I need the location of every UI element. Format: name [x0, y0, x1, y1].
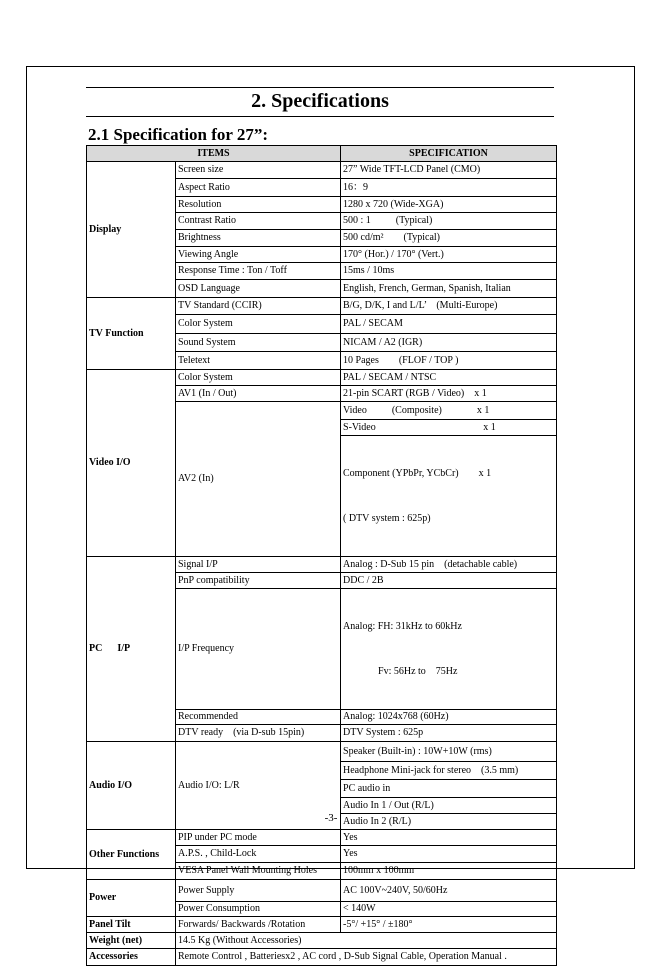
item-cell: Audio I/O: L/R — [176, 742, 341, 830]
spec-cell: DDC / 2B — [341, 573, 557, 589]
item-cell: AV2 (In) — [176, 402, 341, 557]
spec-cell: NICAM / A2 (IGR) — [341, 334, 557, 352]
spec-cell — [341, 589, 557, 710]
spec-cell: 10 Pages (FLOF / TOP ) — [341, 352, 557, 370]
item-cell: I/P Frequency — [176, 589, 341, 710]
spec-cell: 16：9 — [341, 179, 557, 197]
spec-cell: -5°/ +15° / ±180° — [341, 917, 557, 933]
spec-cell: 21-pin SCART (RGB / Video) x 1 — [341, 386, 557, 402]
item-cell: Forwards/ Backwards /Rotation — [176, 917, 341, 933]
spec-cell: PC audio in — [341, 780, 557, 798]
spec-cell: 1280 x 720 (Wide-XGA) — [341, 197, 557, 213]
spec-cell: < 140W — [341, 902, 557, 917]
page-number: -3- — [324, 812, 338, 824]
table-row — [87, 742, 557, 762]
spec-cell: Analog : D-Sub 15 pin (detachable cable) — [341, 557, 557, 573]
group-audio-io: Audio I/O — [87, 742, 176, 830]
table-row — [87, 949, 557, 966]
group-accessories: Accessories — [87, 949, 176, 966]
spec-cell: Yes — [341, 830, 557, 846]
spec-cell: 100mm x 100mm — [341, 863, 557, 880]
item-cell: Recommended — [176, 710, 341, 725]
item-cell: Brightness — [176, 230, 341, 247]
spec-cell: 170° (Hor.) / 170° (Vert.) — [341, 247, 557, 263]
spec-cell: Remote Control , Batteriesx2 , AC cord , D-Sub Signal Cable, Operation Manual . — [176, 949, 557, 966]
item-cell: Contrast Ratio — [176, 213, 341, 230]
item-cell: PIP under PC mode — [176, 830, 341, 846]
item-cell: Resolution — [176, 197, 341, 213]
component-line: ( DTV system : 625p) — [343, 513, 431, 524]
title-rule-bottom — [86, 116, 554, 117]
header-specification: SPECIFICATION — [341, 146, 557, 162]
title-rule-top — [86, 87, 554, 88]
table-row — [87, 933, 557, 949]
spec-cell: Audio In 2 (R/L) — [341, 814, 557, 830]
item-cell: Sound System — [176, 334, 341, 352]
group-video-io: Video I/O — [87, 370, 176, 557]
component-line: Component (YPbPr, YCbCr) x 1 — [343, 468, 492, 479]
subsection-title: 2.1 Specification for 27”: — [88, 125, 269, 144]
item-cell: Viewing Angle — [176, 247, 341, 263]
spec-cell: Yes — [341, 846, 557, 863]
table-row — [87, 370, 557, 386]
item-cell: Power Consumption — [176, 902, 341, 917]
spec-cell: 14.5 Kg (Without Accessories) — [176, 933, 557, 949]
item-cell: VESA Panel Wall Mounting Holes — [176, 863, 341, 880]
group-panel-tilt: Panel Tilt — [87, 917, 176, 933]
header-items: ITEMS — [87, 146, 341, 162]
item-cell: Color System — [176, 370, 341, 386]
item-cell: PnP compatibility — [176, 573, 341, 589]
spec-cell: Video (Composite) x 1 — [341, 402, 557, 420]
spec-cell — [341, 436, 557, 557]
item-cell: Color System — [176, 315, 341, 334]
item-cell: Aspect Ratio — [176, 179, 341, 197]
section-title: 2. Specifications — [251, 90, 389, 112]
spec-cell: DTV System : 625p — [341, 725, 557, 742]
spec-cell: 15ms / 10ms — [341, 263, 557, 280]
spec-cell: Analog: 1024x768 (60Hz) — [341, 710, 557, 725]
table-header — [87, 146, 557, 162]
item-cell: Response Time : Ton / Toff — [176, 263, 341, 280]
item-cell: Signal I/P — [176, 557, 341, 573]
spec-table — [86, 145, 557, 966]
item-cell: TV Standard (CCIR) — [176, 298, 341, 315]
item-cell: OSD Language — [176, 280, 341, 298]
table-row — [87, 162, 557, 179]
spec-cell: Audio In 1 / Out (R/L) — [341, 798, 557, 814]
spec-cell: English, French, German, Spanish, Italian — [341, 280, 557, 298]
frequency-line: Fv: 56Hz to 75Hz — [378, 666, 458, 677]
item-cell: AV1 (In / Out) — [176, 386, 341, 402]
spec-cell: 500 : 1 (Typical) — [341, 213, 557, 230]
spec-cell: 27” Wide TFT-LCD Panel (CMO) — [341, 162, 557, 179]
table-row — [87, 880, 557, 902]
item-cell: A.P.S. , Child-Lock — [176, 846, 341, 863]
frequency-line: Analog: FH: 31kHz to 60kHz — [343, 621, 462, 632]
spec-cell: PAL / SECAM — [341, 315, 557, 334]
table-row — [87, 830, 557, 846]
group-tv-function: TV Function — [87, 298, 176, 370]
group-power: Power — [87, 880, 176, 917]
group-pc-ip: PC I/P — [87, 557, 176, 742]
spec-cell: 500 cd/m² (Typical) — [341, 230, 557, 247]
item-cell: DTV ready (via D-sub 15pin) — [176, 725, 341, 742]
group-weight: Weight (net) — [87, 933, 176, 949]
spec-cell: S-Video x 1 — [341, 420, 557, 436]
table-row — [87, 917, 557, 933]
group-other-functions: Other Functions — [87, 830, 176, 880]
spec-cell: AC 100V~240V, 50/60Hz — [341, 880, 557, 902]
spec-cell: Headphone Mini-jack for stereo (3.5 mm) — [341, 762, 557, 780]
group-display: Display — [87, 162, 176, 298]
item-cell: Teletext — [176, 352, 341, 370]
table-row — [87, 557, 557, 573]
item-cell: Power Supply — [176, 880, 341, 902]
spec-cell: Speaker (Built-in) : 10W+10W (rms) — [341, 742, 557, 762]
table-row — [87, 298, 557, 315]
spec-cell: PAL / SECAM / NTSC — [341, 370, 557, 386]
item-cell: Screen size — [176, 162, 341, 179]
spec-cell: B/G, D/K, I and L/L’ (Multi-Europe) — [341, 298, 557, 315]
